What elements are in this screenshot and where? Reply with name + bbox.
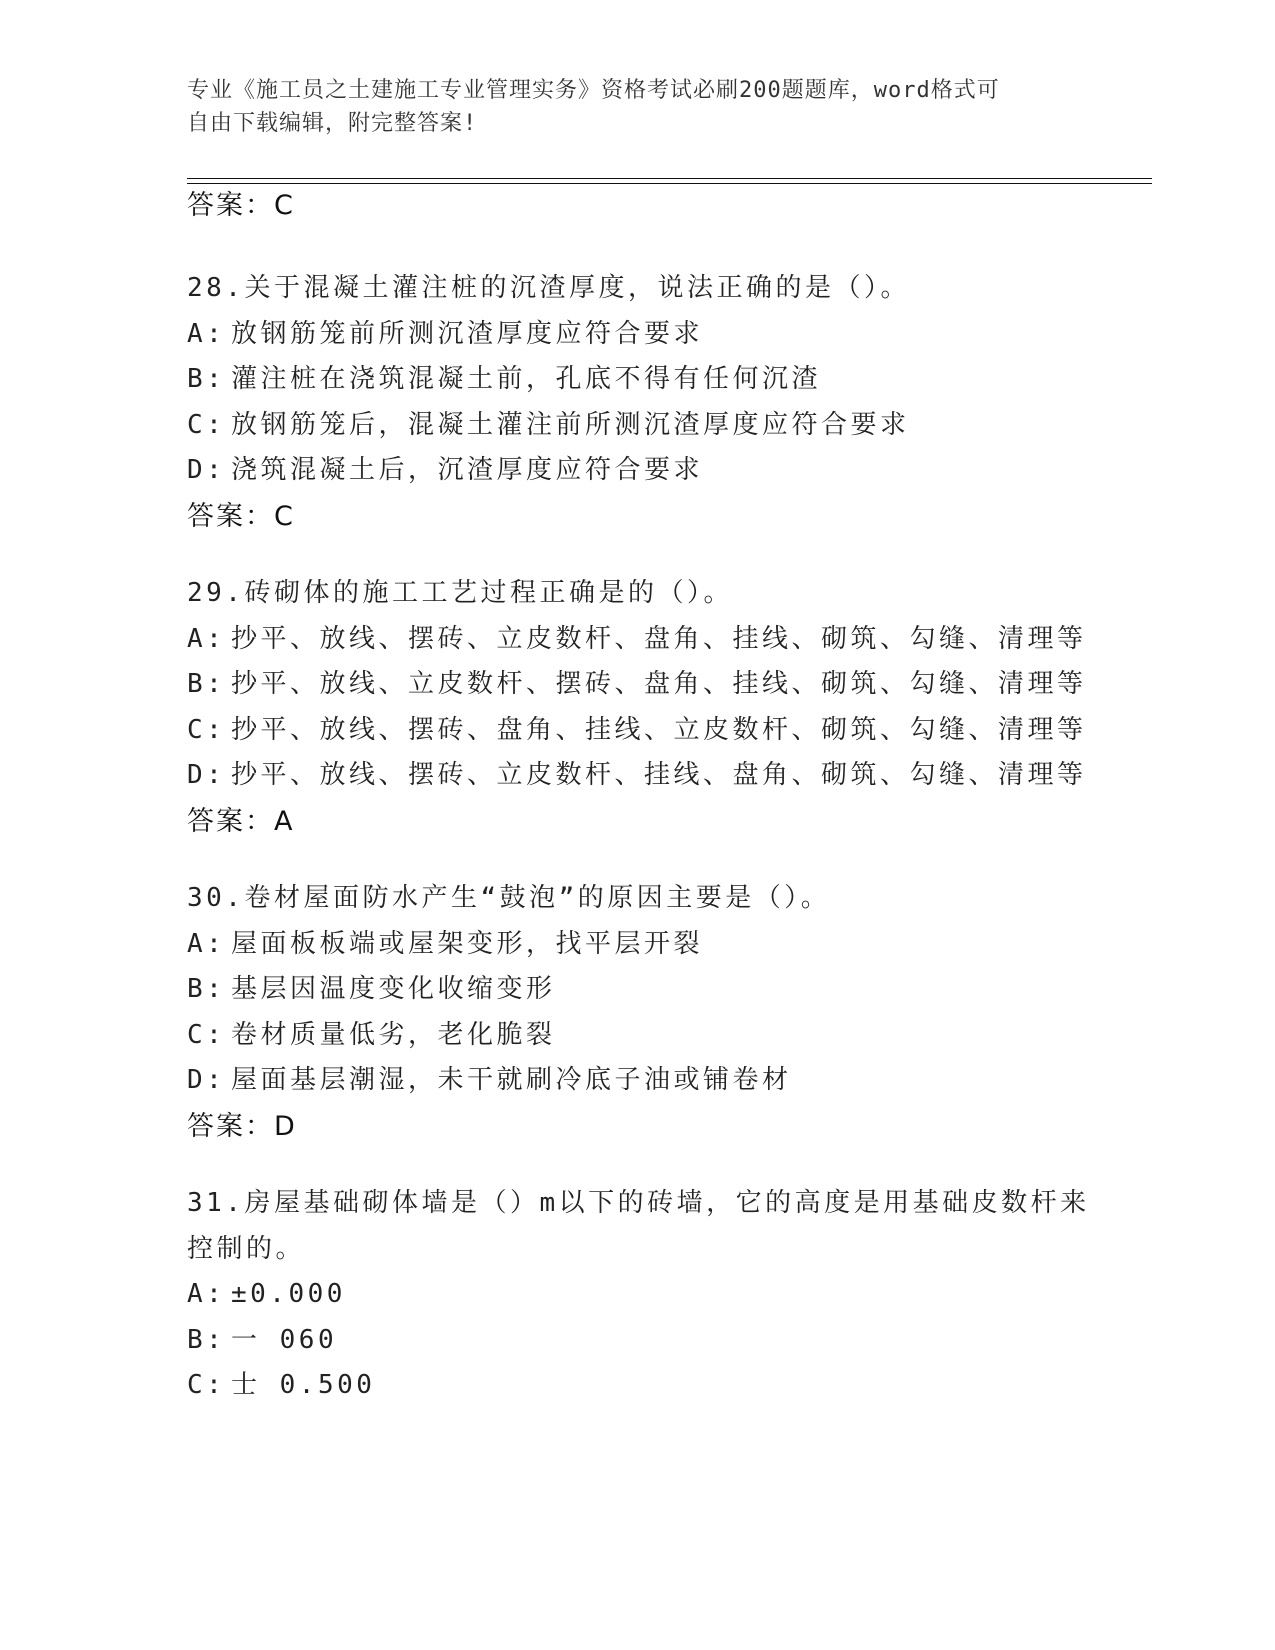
option-text: 放钢筋笼后，混凝土灌注前所测沉渣厚度应符合要求 — [231, 409, 910, 440]
option-text: 屋面板板端或屋架变形，找平层开裂 — [231, 928, 704, 959]
option-text: 灌注桩在浇筑混凝土前，孔底不得有任何沉渣 — [231, 364, 822, 394]
option-a — [187, 617, 1087, 663]
option-key: A: — [187, 318, 226, 349]
option-key: C: — [187, 714, 226, 745]
option-key: B: — [187, 364, 226, 394]
question-stem-line-1: 31.房屋基础砌体墙是（）m以下的砖墙，它的高度是用基础皮数杆来 — [187, 1188, 1090, 1218]
option-text: 屋面基层潮湿，未干就刷冷底子油或铺卷材 — [231, 1065, 792, 1095]
answer-label: 答案：C — [187, 190, 295, 221]
option-key: D: — [187, 1065, 226, 1095]
option-text: 浇筑混凝土后，沉渣厚度应符合要求 — [231, 455, 704, 485]
question-stem-line-2: 控制的。 — [187, 1233, 306, 1264]
option-key: B: — [187, 669, 226, 699]
option-text: 一 060 — [231, 1324, 338, 1355]
option-c — [187, 1363, 1087, 1409]
option-b — [187, 1318, 1087, 1364]
option-key: C: — [187, 1019, 226, 1050]
option-key: A: — [187, 1279, 226, 1309]
option-key: A: — [187, 928, 226, 959]
option-text: ±0.000 — [231, 1279, 346, 1309]
question-stem: 30.卷材屋面防水产生“鼓泡”的原因主要是（）。 — [187, 883, 831, 913]
option-c — [187, 708, 1087, 754]
question-stem: 28.关于混凝土灌注桩的沉渣厚度，说法正确的是（）。 — [187, 273, 910, 303]
option-b — [187, 357, 1087, 403]
option-c — [187, 1013, 1087, 1059]
option-text: 士 0.500 — [231, 1370, 376, 1400]
option-a — [187, 312, 1087, 358]
document-header — [187, 74, 1067, 140]
question-31 — [187, 1181, 1090, 1409]
question-28 — [187, 266, 1087, 539]
option-key: B: — [187, 1324, 226, 1355]
option-key: C: — [187, 409, 226, 440]
option-d — [187, 1058, 1087, 1104]
option-text: 抄平、放线、摆砖、立皮数杆、挂线、盘角、砌筑、勾缝、清理等 — [231, 760, 1087, 790]
option-key: C: — [187, 1370, 226, 1400]
question-29 — [187, 571, 1087, 844]
option-b — [187, 967, 1087, 1013]
answer-label: 答案：A — [187, 805, 295, 837]
header-title-line-2: 自由下载编辑，附完整答案! — [187, 111, 478, 136]
option-text: 卷材质量低劣，老化脆裂 — [231, 1019, 556, 1050]
option-b — [187, 662, 1087, 708]
option-text: 放钢筋笼前所测沉渣厚度应符合要求 — [231, 318, 704, 349]
header-title-line-1: 专业《施工员之土建施工专业管理实务》资格考试必刷200题题库，word格式可 — [187, 78, 1000, 103]
option-key: B: — [187, 974, 226, 1004]
option-c — [187, 403, 1087, 449]
option-a — [187, 922, 1087, 968]
option-key: D: — [187, 455, 226, 485]
option-d — [187, 753, 1087, 799]
option-text: 抄平、放线、立皮数杆、摆砖、盘角、挂线、砌筑、勾缝、清理等 — [231, 669, 1087, 699]
question-stem: 29.砖砌体的施工工艺过程正确是的（）。 — [187, 578, 733, 608]
question-30 — [187, 876, 1087, 1149]
option-key: D: — [187, 760, 226, 790]
option-a — [187, 1272, 1087, 1318]
option-text: 基层因温度变化收缩变形 — [231, 974, 556, 1004]
answer-label: 答案：D — [187, 1110, 297, 1142]
previous-answer-block — [187, 183, 1087, 229]
option-d — [187, 448, 1087, 494]
answer-label: 答案：C — [187, 500, 295, 532]
option-key: A: — [187, 623, 226, 654]
header-rule-top — [187, 178, 1152, 179]
option-text: 抄平、放线、摆砖、盘角、挂线、立皮数杆、砌筑、勾缝、清理等 — [231, 714, 1087, 745]
option-text: 抄平、放线、摆砖、立皮数杆、盘角、挂线、砌筑、勾缝、清理等 — [231, 623, 1087, 654]
